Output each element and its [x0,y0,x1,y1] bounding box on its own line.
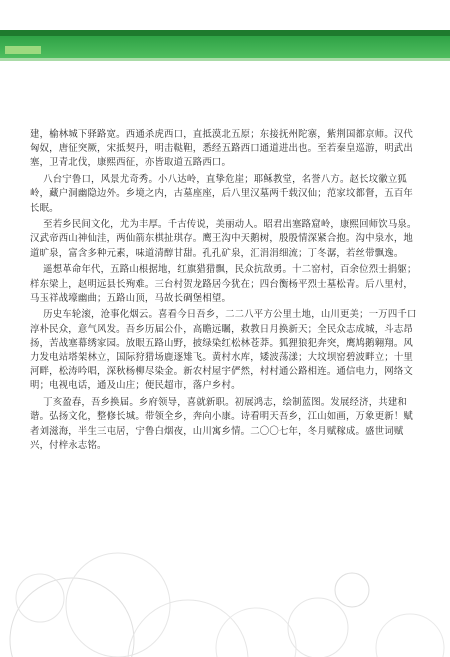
paragraph-2: 八台宁鲁口，风景尤奇秀。小八达岭，直挚危崖；耶稣教堂，名誉八方。赵长坟徽立狐岭，藏户洞幽隐边外。乡境之内，古墓座座，后八里汉墓两千载汉仙；范家坟都督，五百年长眠。 [30,174,414,214]
header-band-light [0,58,450,61]
decor-circle [335,573,369,607]
paragraph-6: 丁亥盈春，吾乡换届。乡府领导，喜就新职。初展鸿志，绘制蓝图。发展经济，共建和谐。弘扬文化，整修长城。带领全乡，奔向小康。诗看明天吾乡，江山如画，万象更新！赋者刘滋海，半生三屯居，宁鲁白烟夜，山川寓乡情。二〇〇七年，冬月赋稼成。盛世词赋兴，付梓永志铭。 [30,397,414,451]
decor-circle [216,608,296,657]
header-band-accent [5,46,41,54]
header-band-green [0,36,450,58]
paragraph-4: 遥想革命年代，五路山根据地，红旗猎猎飘，民众抗敌勇。十二窑村，百余位烈士捐躯；样东梁上，赵明远县长殉难。三台村贺龙路居今犹在；四台衡杨平烈士墓松青。后八里村，马玉祥战壕幽曲；五路山顶，马故长碉堡相望。 [30,264,417,304]
decor-circle [16,574,64,622]
paragraph-5: 历史车轮滚，沧事化烟云。喜看今日吾乡，二二八平方公里土地，山川更美；一万四千口淳朴民众，意气风发。吾乡历届公仆，高瞻远瞩，救教日月换新天；全民众志成城，斗志昂扬，苦战塞幕绣家园。放眼五路山野，披绿染红松林苍莽。狐狸狼犯奔突，鹰鸠鹅翱翔。风力发电站塔架林立，国际狩猎场鹿逐雉飞。黄村水库，矮波荡漾；大坟坝窑碧波畔立；十里河畔，松涛吟唱，深秋杨柳尽染金。新农村屋宇俨然，村村通公路相连。通信电力，网络文明；电视电话，通及山庄；便民超市，落户乡村。 [30,309,417,392]
document-body [30,128,422,455]
paragraph-1: 建，榆林城下驿路宽。西通杀虎西口，直抵漠北五原；东接抚州陀寨，紫荆国都京师。汉代匈奴，唐征突厥，宋抵契丹，明击鞑靼，悉经五路西口通道进出也。至若秦皇巡游，明武出塞，卫青北伐，康熙西征，亦皆取道五路西口。 [30,129,414,169]
paragraph-3: 至若乡民间文化，尤为丰厚。千古传说，美丽动人。昭君出塞路窟岭，康熙回师饮马泉。汉武帝西山神仙洼，两仙箭东棋扯琪存。鹰王沟中天鹅树，殷殷情深紧合抱。沟中泉水，地道旷泉，富含多种元素，味道清醇甘甜。孔孔矿泉，汇涓涓细流；丁冬潺，若丝带飘逸。 [30,219,417,259]
decor-circle [288,598,348,657]
decor-circle [66,553,170,657]
decor-circle [376,614,444,657]
decor-circle [128,600,248,657]
decor-circle [10,578,134,657]
